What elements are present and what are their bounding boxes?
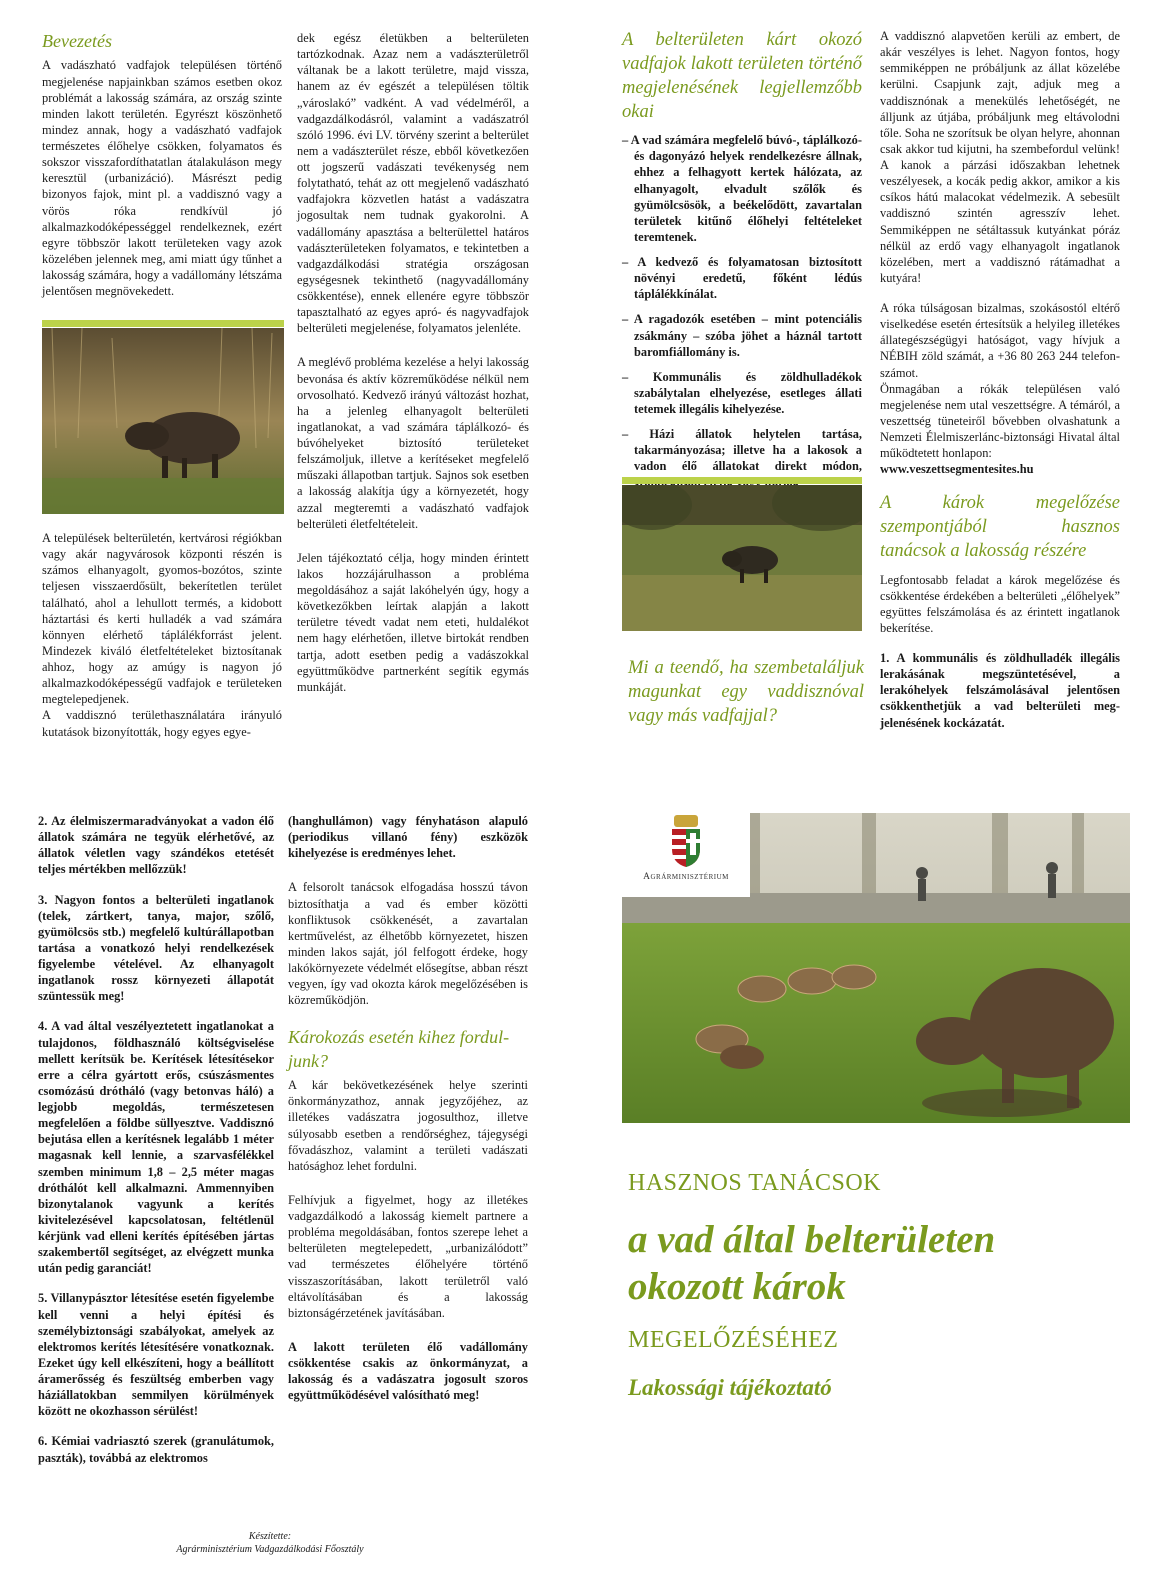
cause-item: – Házi állatok helytelen tartása, takarmányozása; illetve ha a lakosok a vadon élő állatokat direkt módon, — [622, 427, 862, 474]
cause-item: – Kommunális és zöldhulladékok szabálytalan elhelyezése, esetleges állati tetemek illegális kihelyezése. — [622, 369, 862, 417]
column-1-lower — [42, 530, 282, 752]
causes-heading: A belterületen kárt okozó vadfajok lakott területen történő megjelenésének legjellemzőbb okai — [622, 30, 862, 123]
column-5 — [38, 813, 274, 1478]
advice-item-2: 2. Az élelmiszermaradványokat a vadon élő állatok számára ne tegyük elérhetővé, az állatok véletlen vagy szándékos etetését teljes mértékben mellőzzük! — [38, 814, 274, 877]
photo-bar-1 — [42, 320, 284, 327]
para-prevention: Legfontosabb feladat a károk megelőzése és csökkentése érdekében a belterületi „élőhelyek” együttes felszámolása és az érintett ingatlanok bekerítése. — [880, 572, 1120, 635]
column-1 — [42, 30, 282, 311]
para-game-manager: Felhívjuk a figyelmet, hogy az illetékes vadgazdálkodó a lakosság kiemelt partnere a probléma megoldásában, fontos szerepe lehet a belterületen megtelepedett, „urbanizálódott” vad természetes élőhelyére történő visszaszorításában, lakott területről való eltávolításában és a lakosság biztonságérzetének javításában. — [288, 1192, 528, 1320]
advice-item-6-cont: (hanghullámon) vagy fényhatáson alapuló (periodikus villanó fény) eszközök kihelyezése is eredményes lehet. — [288, 814, 528, 861]
ministry-logo — [622, 813, 750, 897]
prevention-heading: A károk megelőzése szempontjából hasznos tanácsok a lakosság részére — [880, 493, 1120, 562]
para-cooperation: A meglévő probléma kezelése a helyi lakosság bevonása és aktív közreműködése nélkül nem orvosolható. Kedvező irányú változást hozhat, ha a jelenleg elhanyagolt belterületi ingatlanokat, a vad számára táplálkozó- és búvóhelyeket biztosító területeket felszámoljuk, illetve a kerítéseket megfelelő műszaki állapotban tartjuk. Sajnos sok esetben a lakosság alakítja úgy a környezetét, hogy azzal megteremti a vadászható vadfajok belterületi életfeltételeit. — [297, 355, 529, 531]
ministry-name: Agrárminisztérium — [643, 872, 729, 882]
cause-item: – A vad számára megfelelő búvó-, táplálkozó- és dagonyázó helyek rendelkezésre állnak, ehhez a felhagyott kertek hálózata, az elhanyagolt, elvadult szőlők és gyümölcsösök, a beékelődött, zavartalan területek kitűnő élőhelyi feltételeket teremtenek. — [622, 133, 862, 244]
cause-item: – A ragadozók esetében – mint potenciális zsákmány – szóba jöhet a háznál tartott baromfiállomány is. — [622, 312, 862, 359]
intro-paragraph: A vadászható vadfajok településen történő megjelenése napjainkban számos esetben okoz problémát a lakosság számára, az ország szinte minden lakott területén. Egyrészt köszönhető mindez annak, hogy a vadászható vadfajok természetes élőhelye csökken, folyamatos és sokszor visszafordíthatatlan átalakuláson megy keresztül (urbanizáció). Másrészt pedig bizonyos fajok, mint pl. a vaddisznó vagy a vörös róka rendkívül jó alkalmazkodóképességgel rendelkeznek, ezért egyre többször lakott területeken vagy azok közelében jelennek meg, ami miatt úgy tűnhet a lakosság számára, hogy a vadállomány létszáma jelentősen megnövekedett. — [42, 58, 282, 299]
causes-list — [622, 132, 862, 491]
encounter-heading: Mi a teendő, ha szembetaláljuk magunkat egy vaddisznóval vagy más vadfajjal? — [628, 658, 864, 727]
para-urban-areas: A települések belterületén, kertvárosi régiókban vagy akár nagyvárosok központi részén is számos elhanyagolt, gyomos-bozótos, szinte teljesen visszaerdősült, bekerítetlen terület található, ahol a lehullott termés, a kidobott háztartási és kerti hulladék a vad számára könnyen elérhető táplálékforrást jelent. Mindezek kiváló életfeltételeket biztosítanak ahhoz, hogy az amúgy is nagyon jó alkalmazkodóképességű vadfajok e területeken megtelepedjenek. — [42, 531, 282, 707]
para-summary: A felsorolt tanácsok elfogadása hosszú távon biztosíthatja a vad és ember közötti konfliktusok csökkenését, a zavartalan kertművelést, az élhetőbb környezetet, hiszen minden lakos saját, jól felfogott érdeke, hogy lakókörnyezete védelmét elősegítse, abban részt vegyen, így vad okozta károk megelőzésében is közreműködjön. — [288, 880, 528, 1008]
boar-photo-1-art — [42, 328, 284, 514]
para-law: dek egész életükben a belterületen tartózkodnak. Azaz nem a vadászterületről váltanak be a lakott területre, majd vissza, hanem az év egészét a településen töltik „városlakó” vadként. A vad védelméről, a vadgazdálkodásról, valamint a vadászatról szóló 1996. évi LV. törvény szerint a belterület nem a vadászterület része, ebből következően ott jogszerű vadászati tevékenység nem folytatható, tehát az ott megjelenő vadászható vadfajokra közvetlen hatást a vadászatra jogosultak nem tudnak gyakorolni. A vadállomány apasztása a belterülettel határos vadászterületeken folyamatos, e tekintetben a vadgazdálkodási stratégia országosan egységesnek tekinthető (nagyvadállomány csökkentése), ennek ellenére egyre többször tapasztalható az egyes apró- és nagyvadfajok belterületi megjelenése, folyamatos jelenléte. — [297, 31, 529, 336]
column-4 — [880, 28, 1120, 743]
damage-contact-heading: Károkozás esetén kihez fordul-junk? — [288, 1027, 510, 1071]
boar-photo-1 — [42, 328, 284, 514]
para-boar-behaviour: A vaddisznó alapvetően kerüli az embert, de akár veszélyes is lehet. Nagyon fontos, hogy semmiképpen ne próbáljunk az állat közelébe kerülni. Csapjunk zajt, adjuk meg a vaddisznónak a menekülés lehetőségét, ne álljunk az útjába, próbáljunk meg eltávolodni tőle. Soha ne szorítsuk be olyan helyre, ahonnan csak akkor tud kijutni, ha szembefordul velünk! A kanok a párzási időszakban lehetnek veszélyesek, a kocák pedig akkor, amikor a kis csíkos hátú malacokat védelmezik. A sebesült vaddisznó szintén agresszív lehet. Semmiképpen ne sétáltassuk kutyánkat póráz nélkül az erdő vagy elhanyagolt ingatlanok közelében, mert a vaddisznó rátámadhat a kutyára! — [880, 29, 1120, 285]
coat-of-arms-icon — [668, 815, 704, 869]
advice-item-5: 5. Villanypásztor létesítése esetén figyelembe kell venni a helyi építési és személybiztonsági szabályokat, amelyek az elektromos kerítés létesítésére vonatkoznak. Ezeket úgy kell elkészíteni, hogy a beállított áramerősség és feszültség emberben vagy háziállatokban semmilyen körülmények között ne okozhasson sérülést! — [38, 1291, 274, 1419]
cover-photo — [622, 813, 1130, 1123]
cover-title-top: HASZNOS TANÁCSOK — [628, 1170, 882, 1196]
rabies-website-link[interactable]: www.veszettsegmentesites.hu — [880, 462, 1034, 477]
column-3-lower — [628, 656, 864, 732]
cover-title-main-line2: okozott károk — [628, 1264, 846, 1308]
cover-title-main-line1: a vad által belterületen — [628, 1218, 996, 1261]
advice-item-3: 3. Nagyon fontos a belterületi ingatlanok (telek, zártkert, tanya, major, szőlő, gyümölcsös stb.) megfelelő kultúrállapotban tartása a vonatkozó helyi rendelkezések figyelembe vételével. Az elhanyagolt ingatlanok rossz környezeti állapotát szüntessük meg! — [38, 892, 274, 1004]
credit-label: Készítette: — [248, 1531, 292, 1542]
cause-item: – A kedvező és folyamatosan biztosított növényi eredetű, főként lédús táplálékkínálat. — [622, 255, 862, 302]
cover-title-bottom: MEGELŐZÉSÉHEZ — [628, 1327, 839, 1353]
advice-item-1: 1. A kommunális és zöldhulladék illegális lerakásának megszüntetésével, a lerakóhelyek felszámolásával jelentősen csökkenthetjük a vad belterületi meg-jelenésének kockázatát. — [880, 651, 1120, 730]
advice-item-4: 4. A vad által veszélyeztetett ingatlanokat a tulajdonos, földhasználó költségviselése mellett kerítsük be. Kerítések létesítésekor erre a célra gyártott erős, csúszásmentes csomózású drótháló (vagy betonvas háló) a legjobb megoldás, természetesen megfelelően a földbe süllyesztve. Vaddisznó bejutása ellen a kerítésnek legalább 1 méter magasnak kell lennie, a szarvasfélékkel szemben minimum 1,8 – 2,5 méter magas dróthálót kell alkalmazni. Ammennyiben bizonytalanok vagyunk a kerítés kivitelezésével kapcsolatosan, feltétlenül kérjünk vad elleni kerítés építésében jártas szakembertől segítséget, az elvégzett munka után pedig garanciát! — [38, 1019, 274, 1276]
para-boar-research: A vaddisznó területhasználatára irányuló kutatások bizonyították, hogy egyes egye- — [42, 708, 282, 739]
para-fox: A róka túlságosan bizalmas, szokásostól eltérő viselkedése esetén értesítsük a helyileg illetékes állategészségügyi hatóságot, vagy hívjuk a NÉBIH zöld számát, a +36 80 263 244 telefon-számot. — [880, 301, 1120, 380]
column-2 — [297, 30, 529, 707]
cover-title-main — [628, 1217, 995, 1311]
photo-bar-2 — [622, 477, 862, 484]
para-purpose: Jelen tájékoztató célja, hogy minden érintett lakos hozzájárulhasson a probléma megoldásához a saját lakóhelyén úgy, hogy a következőkben leírtak alapján a lakott területre tévedt vadat nem eteti, huldalékot nem hagy elérhetően, illetve birtokát rendben tartja, adott esetben pedig a vadászokkal együttműködve partnerként segítik egymás munkáját. — [297, 550, 529, 694]
column-6 — [288, 813, 528, 1415]
credit-org: Agrárminisztérium Vadgazdálkodási Főosztály — [176, 1544, 364, 1555]
para-rabies: Önmagában a rókák településen való megjelenése nem utal veszettségre. A témáról, a veszettség tüneteiről bővebben olvashatunk a Nemzeti Élelmiszerlánc-biztonsági Hivatal által működtetett honlapon: — [880, 381, 1120, 461]
credit — [150, 1530, 390, 1556]
boar-photo-2 — [622, 485, 862, 631]
boar-photo-2-art — [622, 485, 862, 631]
intro-heading: Bevezetés — [42, 31, 112, 51]
cover-subtitle: Lakossági tájékoztató — [628, 1375, 832, 1400]
para-damage-contact: A kár bekövetkezésének helye szerinti önkormányzathoz, annak jegyzőjéhez, az illetékes vadászatra jogosulthoz, illetve súlyosabb esetben a rendőrséghez, tájegységi fővadászhoz, valamint a területi vadászati hatósághoz lehet fordulni. — [288, 1078, 528, 1173]
column-3 — [622, 28, 862, 500]
advice-item-6: 6. Kémiai vadriasztó szerek (granulátumok, paszták), továbbá az elektromos — [38, 1434, 274, 1465]
para-conclusion: A lakott területen élő vadállomány csökkentése csakis az önkormányzat, a lakosság és a vadászatra jogosult szoros együttműködésével valósítható meg! — [288, 1339, 528, 1403]
